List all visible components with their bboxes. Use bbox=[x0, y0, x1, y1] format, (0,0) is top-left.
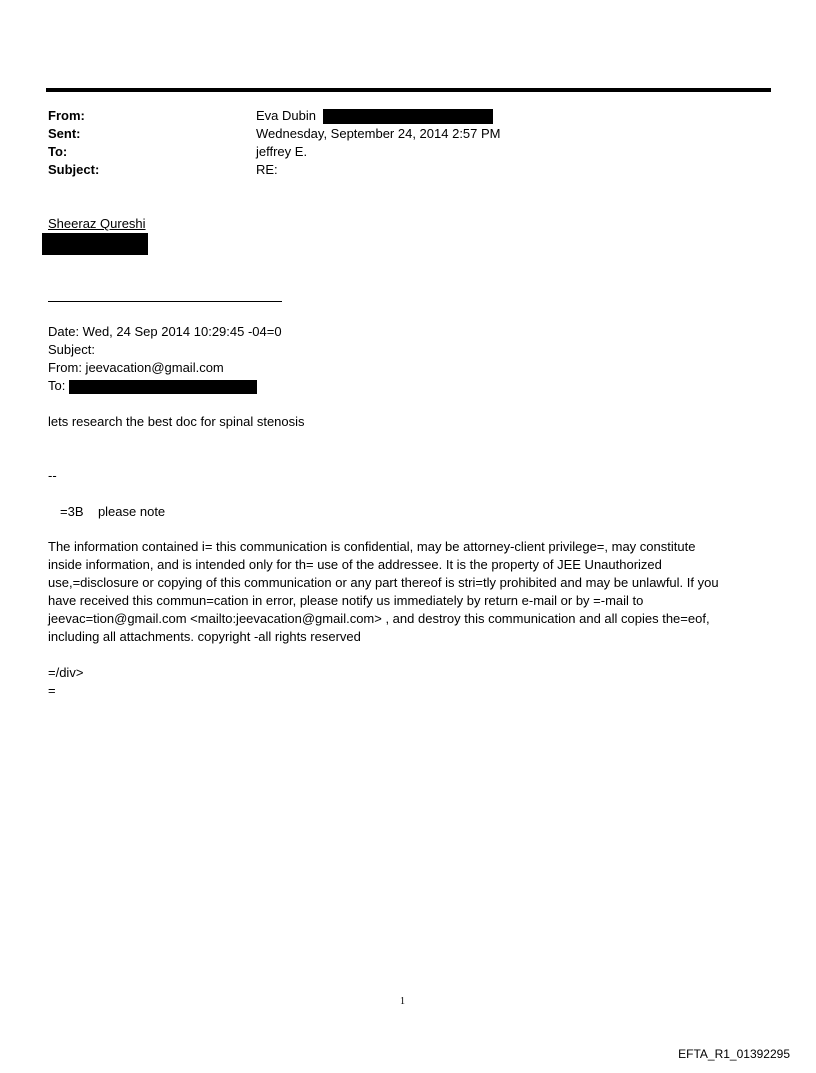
disclaimer-line: inside information, and is intended only for th= use of the addressee. It is the property of JEE Unauthorized bbox=[48, 557, 662, 572]
from-name: Eva Dubin bbox=[256, 108, 316, 123]
document-id: EFTA_R1_01392295 bbox=[678, 1047, 790, 1061]
closing-div: =/div> bbox=[48, 665, 84, 680]
from-label: From: bbox=[48, 108, 85, 123]
signature-name: Sheeraz Qureshi bbox=[48, 216, 146, 231]
message-text: lets research the best doc for spinal stenosis bbox=[48, 414, 305, 429]
quoted-to-label: To: bbox=[48, 378, 66, 393]
redaction-bar bbox=[69, 380, 257, 394]
redaction-bar bbox=[323, 109, 493, 124]
disclaimer-line: use,=disclosure or copying of this communication or any part thereof is stri=tly prohibited and may be unlawful. If you bbox=[48, 575, 719, 590]
redaction-bar bbox=[42, 233, 148, 255]
sent-value: Wednesday, September 24, 2014 2:57 PM bbox=[256, 126, 501, 141]
disclaimer-line: including all attachments. copyright -all rights reserved bbox=[48, 629, 361, 644]
to-value: jeffrey E. bbox=[256, 144, 308, 159]
quoted-from: From: jeevacation@gmail.com bbox=[48, 360, 224, 375]
from-value bbox=[256, 107, 493, 125]
sent-label: Sent: bbox=[48, 126, 81, 141]
quoted-date: Date: Wed, 24 Sep 2014 10:29:45 -04=0 bbox=[48, 324, 282, 339]
disclaimer-line: jeevac=tion@gmail.com <mailto:jeevacation@gmail.com> , and destroy this communication and all copies the=eof, bbox=[48, 611, 710, 626]
signature-dashes: -- bbox=[48, 468, 57, 483]
disclaimer bbox=[48, 538, 768, 646]
to-label: To: bbox=[48, 144, 68, 159]
disclaimer-line: have received this commun=cation in error, please notify us immediately by return e-mail or by =-mail to bbox=[48, 593, 644, 608]
quoted-to-row bbox=[48, 377, 257, 395]
disclaimer-line: The information contained i= this communication is confidential, may be attorney-client privilege=, may constitute bbox=[48, 539, 696, 554]
subject-label: Subject: bbox=[48, 162, 100, 177]
quoted-subject: Subject: bbox=[48, 342, 95, 357]
top-rule bbox=[46, 88, 771, 92]
subject-value: RE: bbox=[256, 162, 278, 177]
page-number: 1 bbox=[400, 996, 405, 1007]
please-note: =3B please note bbox=[60, 504, 166, 519]
closing-eq: = bbox=[48, 683, 56, 698]
separator-rule bbox=[48, 301, 282, 302]
